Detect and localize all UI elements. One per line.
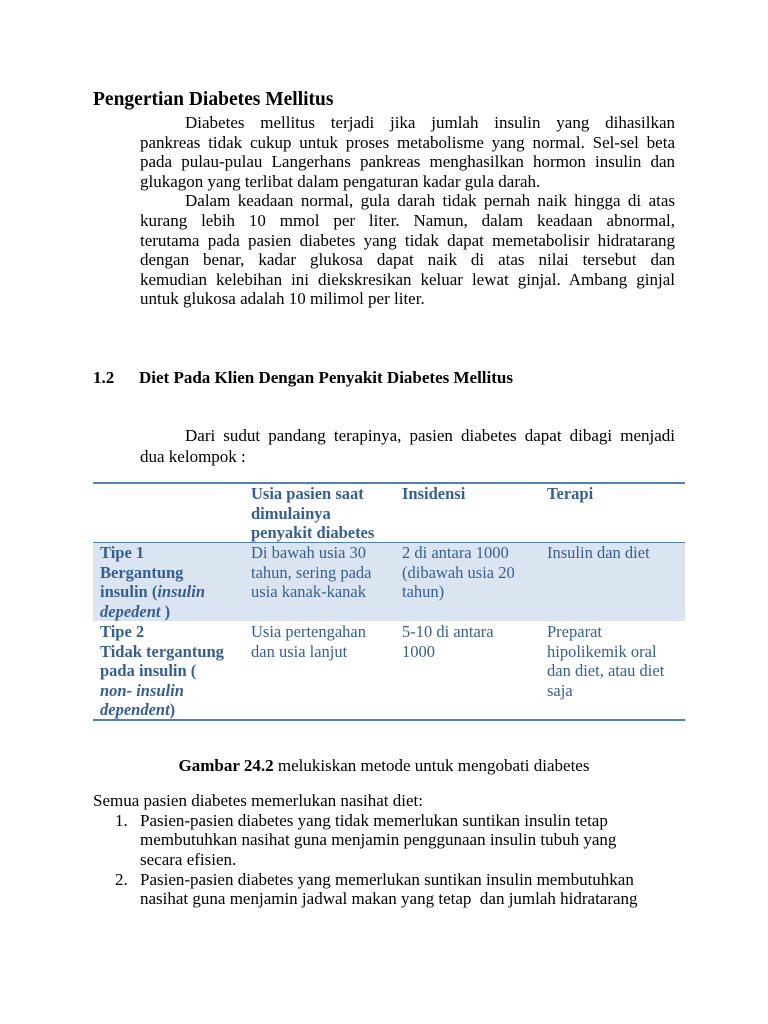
paragraph-line: glukagon yang terlibat dalam pengaturan kadar gula darah. [140, 171, 541, 191]
cell-line: 2 di antara 1000 [402, 543, 509, 562]
cell-text: ) [160, 601, 171, 621]
type-cell [93, 543, 244, 621]
diabetes-type-table [93, 482, 685, 721]
paragraph-line: pankreas tidak cukup untuk proses metabolisme yang normal. Sel-sel beta [140, 132, 675, 152]
paragraph-line: dua kelompok : [140, 446, 246, 466]
header-line: penyakit diabetes [251, 523, 375, 542]
cell-line: Tipe 1 [100, 543, 145, 562]
cell-line [100, 582, 244, 602]
therapy-cell [540, 622, 685, 719]
cell-line: pada insulin ( [100, 661, 197, 680]
paragraph-line: terutama pada pasien diabetes yang tidak dapat memetabolisir hidratarang [140, 230, 675, 250]
cell-text-italic: insulin [157, 582, 206, 601]
header-line: Insidensi [402, 484, 466, 503]
cell-text-italic: dependent [100, 700, 170, 719]
caption-text: melukiskan metode untuk mengobati diabetes [277, 756, 590, 775]
cell-line: dan diet, atau diet [547, 661, 665, 680]
paragraph-line: untuk glukosa adalah 10 milimol per liter. [140, 289, 425, 309]
cell-line: 5-10 di antara [402, 622, 494, 641]
cell-line: tahun) [402, 582, 445, 601]
therapy-cell [540, 543, 685, 621]
list-line: Pasien-pasien diabetes yang tidak memerlukan suntikan insulin tetap [140, 810, 608, 830]
type-cell [93, 622, 244, 719]
cell-line: 1000 [402, 641, 435, 661]
list-item [93, 811, 675, 871]
section-title: Diet Pada Klien Dengan Penyakit Diabetes Mellitus [139, 368, 513, 387]
list-line: nasihat guna menjamin jadwal makan yang tetap dan jumlah hidratarang [140, 889, 638, 908]
list-line: secara efisien. [140, 849, 237, 869]
header-line: Usia pasien saat [251, 484, 364, 503]
header-line: Terapi [547, 484, 594, 503]
incidence-cell [395, 543, 540, 621]
page-title: Pengertian Diabetes Mellitus [93, 89, 334, 110]
list-number: 1. [115, 810, 128, 830]
cell-text: ) [169, 700, 176, 719]
table-header-therapy [540, 484, 685, 542]
cell-line: Preparat [547, 622, 602, 641]
cell-line: Usia pertengahan [251, 622, 366, 641]
cell-line [100, 700, 244, 720]
paragraph-line: pada pulau-pulau Langerhans pankreas menghasilkan hormon insulin dan [140, 152, 675, 172]
cell-line: usia kanak-kanak [251, 582, 366, 601]
caption-label: Gambar 24.2 [178, 756, 274, 775]
header-line: dimulainya [251, 503, 331, 523]
table-header-onset [244, 484, 395, 542]
intro-paragraph [140, 426, 675, 467]
paragraph-line: kemudian kelebihan ini diekskresikan keluar lewat ginjal. Ambang ginjal [140, 269, 675, 289]
cell-text: insulin ( [100, 582, 158, 601]
table-header-incidence [395, 484, 540, 542]
cell-text-italic: depedent [100, 601, 161, 621]
onset-cell [244, 622, 395, 719]
table-row [93, 543, 685, 621]
definition-text [140, 113, 675, 309]
cell-line: (dibawah usia 20 [402, 562, 515, 582]
incidence-cell [395, 622, 540, 719]
list-item [93, 870, 675, 930]
paragraph-line: Dari sudut pandang terapinya, pasien diabetes dapat dibagi menjadi [185, 426, 675, 445]
list-line: membutuhkan nasihat guna menjamin penggunaan insulin tubuh yang [140, 830, 617, 849]
onset-cell [244, 543, 395, 621]
cell-line: tahun, sering pada [251, 562, 372, 582]
list-intro: Semua pasien diabetes memerlukan nasihat diet: [93, 791, 423, 810]
cell-line: Insulin dan diet [547, 543, 650, 562]
list-number: 2. [115, 869, 128, 889]
cell-line: Bergantung [100, 562, 184, 582]
cell-line [100, 681, 244, 701]
list-line: Pasien-pasien diabetes yang memerlukan suntikan insulin membutuhkan [140, 869, 634, 889]
section-heading [93, 368, 513, 388]
cell-line: Di bawah usia 30 [251, 543, 367, 562]
cell-line: Tipe 2 [100, 622, 145, 641]
table-header-empty-cell [93, 484, 244, 542]
paragraph-line: dengan benar, kadar glukosa dapat naik di atas nilai tersebut dan [140, 250, 675, 270]
cell-text-italic: non- insulin [100, 680, 184, 700]
cell-line: hipolikemik oral [547, 641, 657, 661]
section-number: 1.2 [93, 368, 115, 387]
cell-line [100, 602, 244, 622]
paragraph-line: kurang lebih 10 mmol per liter. Namun, dalam keadaan abnormal, [140, 210, 675, 230]
cell-line: saja [547, 680, 573, 700]
list-item-text [140, 870, 675, 909]
table-row [93, 621, 685, 721]
cell-line: Tidak tergantung [100, 641, 224, 661]
figure-caption [0, 756, 768, 776]
list-item-text [140, 811, 675, 870]
cell-line: dan usia lanjut [251, 641, 348, 661]
table-header-row [93, 482, 685, 543]
paragraph-line: Dalam keadaan normal, gula darah tidak pernah naik hingga di atas [185, 191, 675, 211]
paragraph-line: Diabetes mellitus terjadi jika jumlah insulin yang dihasilkan [185, 113, 675, 132]
